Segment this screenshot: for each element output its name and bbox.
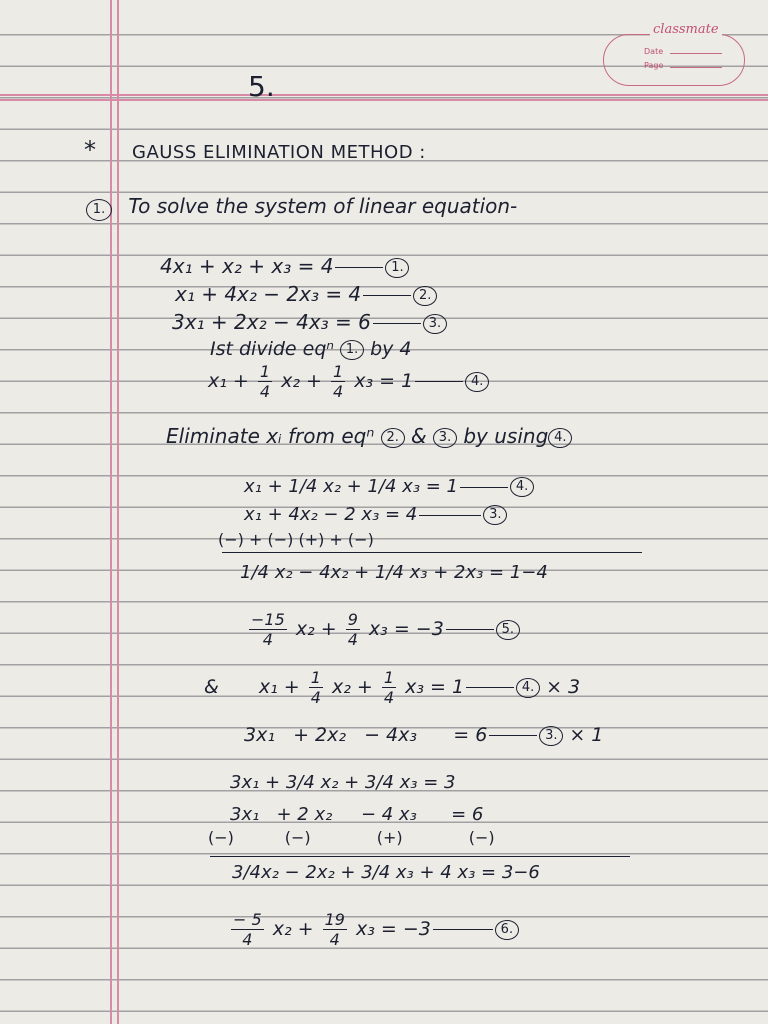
step-eliminate (166, 424, 572, 448)
block1-signs: (−) + (−) (+) + (−) (218, 530, 374, 549)
eq4-term-b: x₂ + (281, 370, 322, 392)
eq4x3-term-b: x₂ + (331, 676, 373, 698)
page-label: Page (644, 61, 664, 70)
equation-2-tag: 2. (413, 286, 437, 306)
eq5-fraction-2 (346, 610, 360, 649)
equation-3 (172, 310, 447, 334)
eq6-f1-den: 4 (242, 930, 253, 949)
eq5-f1-den: 4 (262, 630, 273, 649)
date-label: Date (644, 47, 664, 56)
step-eliminate-suffix: by using (463, 424, 549, 448)
block2-rule (210, 856, 630, 857)
step-divide-ref: 1. (340, 340, 364, 360)
equation-2-expr: x₁ + 4x₂ − 2x₃ = 4 (175, 282, 362, 306)
eq5-term-b: x₃ = −3 (368, 618, 444, 640)
eq4x3-fraction-1 (309, 668, 323, 707)
block2-signs: (−) (−) (+) (−) (208, 828, 495, 847)
classmate-logo (603, 22, 745, 86)
brand-text: classmate (650, 22, 722, 37)
block1-line2-tag: 3. (483, 505, 507, 525)
eq6-f1-num: − 5 (233, 910, 262, 929)
date-field (644, 47, 722, 56)
equation-3-expr: 3x₁ + 2x₂ − 4x₃ = 6 (172, 310, 371, 334)
eq4-term-a: x₁ + (208, 370, 249, 392)
eq4-term-c: x₃ = 1 (354, 370, 414, 392)
eq4-f1-num: 1 (259, 362, 271, 381)
problem-statement: To solve the system of linear equation- (128, 194, 518, 218)
eq4x3-f2-num: 1 (383, 668, 395, 687)
eq4x3-tag: 4. (516, 678, 540, 698)
equation-2 (175, 282, 437, 306)
eq4x3-amp: & (204, 676, 219, 698)
block1-rule (222, 552, 642, 553)
equation-1-tag: 1. (385, 258, 409, 278)
block1-line1-tag: 4. (510, 477, 534, 497)
eq4-tag: 4. (465, 372, 489, 392)
equation-1 (160, 254, 409, 278)
page-field (644, 61, 722, 70)
equation-3-times-1 (244, 724, 603, 746)
step-eliminate-amp: & (411, 424, 427, 448)
margin-line-left (110, 0, 112, 1024)
eq6-tag: 6. (495, 920, 519, 940)
eq5-tag: 5. (496, 620, 520, 640)
eq5-fraction-1 (249, 610, 287, 649)
equation-6 (228, 910, 519, 949)
bullet-star: * (84, 136, 96, 164)
eq4-fraction-1 (258, 362, 272, 401)
problem-number: 1. (86, 199, 112, 221)
equation-4 (208, 362, 489, 401)
eq4-f2-num: 1 (332, 362, 344, 381)
block2-result: 3/4x₂ − 2x₂ + 3/4 x₃ + 4 x₃ = 3−6 (232, 862, 540, 883)
block1-line2-expr: x₁ + 4x₂ − 2 x₃ = 4 (244, 504, 418, 525)
block2-line2: 3x₁ + 2 x₂ − 4 x₃ = 6 (230, 804, 484, 825)
eq3x1-expr: 3x₁ + 2x₂ − 4x₃ = 6 (244, 724, 488, 746)
eq6-fraction-1 (231, 910, 264, 949)
eq5-f2-num: 9 (347, 610, 358, 629)
eq4x3-fraction-2 (382, 668, 396, 707)
eq4-f2-den: 4 (332, 382, 344, 401)
problem-line (86, 194, 517, 221)
step-divide-suffix: by 4 (370, 338, 412, 360)
step-eliminate-prefix: Eliminate xᵢ from eqⁿ (166, 424, 375, 448)
eq6-f2-den: 4 (329, 930, 340, 949)
eq4-f1-den: 4 (259, 382, 271, 401)
page-number: 5. (248, 70, 275, 103)
equation-5 (246, 610, 520, 649)
eq6-f2-num: 19 (324, 910, 345, 929)
equation-3-tag: 3. (423, 314, 447, 334)
eq5-term-a: x₂ + (295, 618, 337, 640)
eq6-fraction-2 (323, 910, 347, 949)
header-rule (0, 94, 768, 96)
eq4x3-f1-den: 4 (310, 688, 321, 707)
margin-line-right (117, 0, 119, 1024)
eq3x1-tag: 3. (539, 726, 563, 746)
step-eliminate-ref3: 4. (548, 428, 572, 448)
block1-result: 1/4 x₂ − 4x₂ + 1/4 x₃ + 2x₃ = 1−4 (240, 562, 548, 583)
eq5-f1-num: −15 (251, 610, 285, 629)
eq3x1-multiplier: × 1 (569, 724, 604, 746)
step-divide-prefix: Ist divide eqⁿ (210, 338, 334, 360)
eq4x3-f1-num: 1 (310, 668, 321, 687)
block2-line1: 3x₁ + 3/4 x₂ + 3/4 x₃ = 3 (230, 772, 456, 793)
step-eliminate-ref1: 2. (381, 428, 405, 448)
eq5-f2-den: 4 (347, 630, 358, 649)
block1-line1-expr: x₁ + 1/4 x₂ + 1/4 x₃ = 1 (244, 476, 459, 497)
eq4x3-term-c: x₃ = 1 (405, 676, 465, 698)
eq4x3-multiplier: × 3 (546, 676, 581, 698)
step-eliminate-ref2: 3. (433, 428, 457, 448)
step-divide (210, 338, 412, 360)
equation-1-expr: 4x₁ + x₂ + x₃ = 4 (160, 254, 334, 278)
block1-line2 (244, 504, 507, 525)
eq4x3-f2-den: 4 (383, 688, 395, 707)
eq4x3-term-a: x₁ + (258, 676, 300, 698)
block1-line1 (244, 476, 534, 497)
eq6-term-a: x₂ + (272, 918, 314, 940)
eq6-term-b: x₃ = −3 (356, 918, 431, 940)
equation-4-times-3 (204, 668, 580, 707)
section-title: GAUSS ELIMINATION METHOD : (132, 142, 426, 163)
eq4-fraction-2 (331, 362, 345, 401)
header-rule-2 (0, 99, 768, 101)
